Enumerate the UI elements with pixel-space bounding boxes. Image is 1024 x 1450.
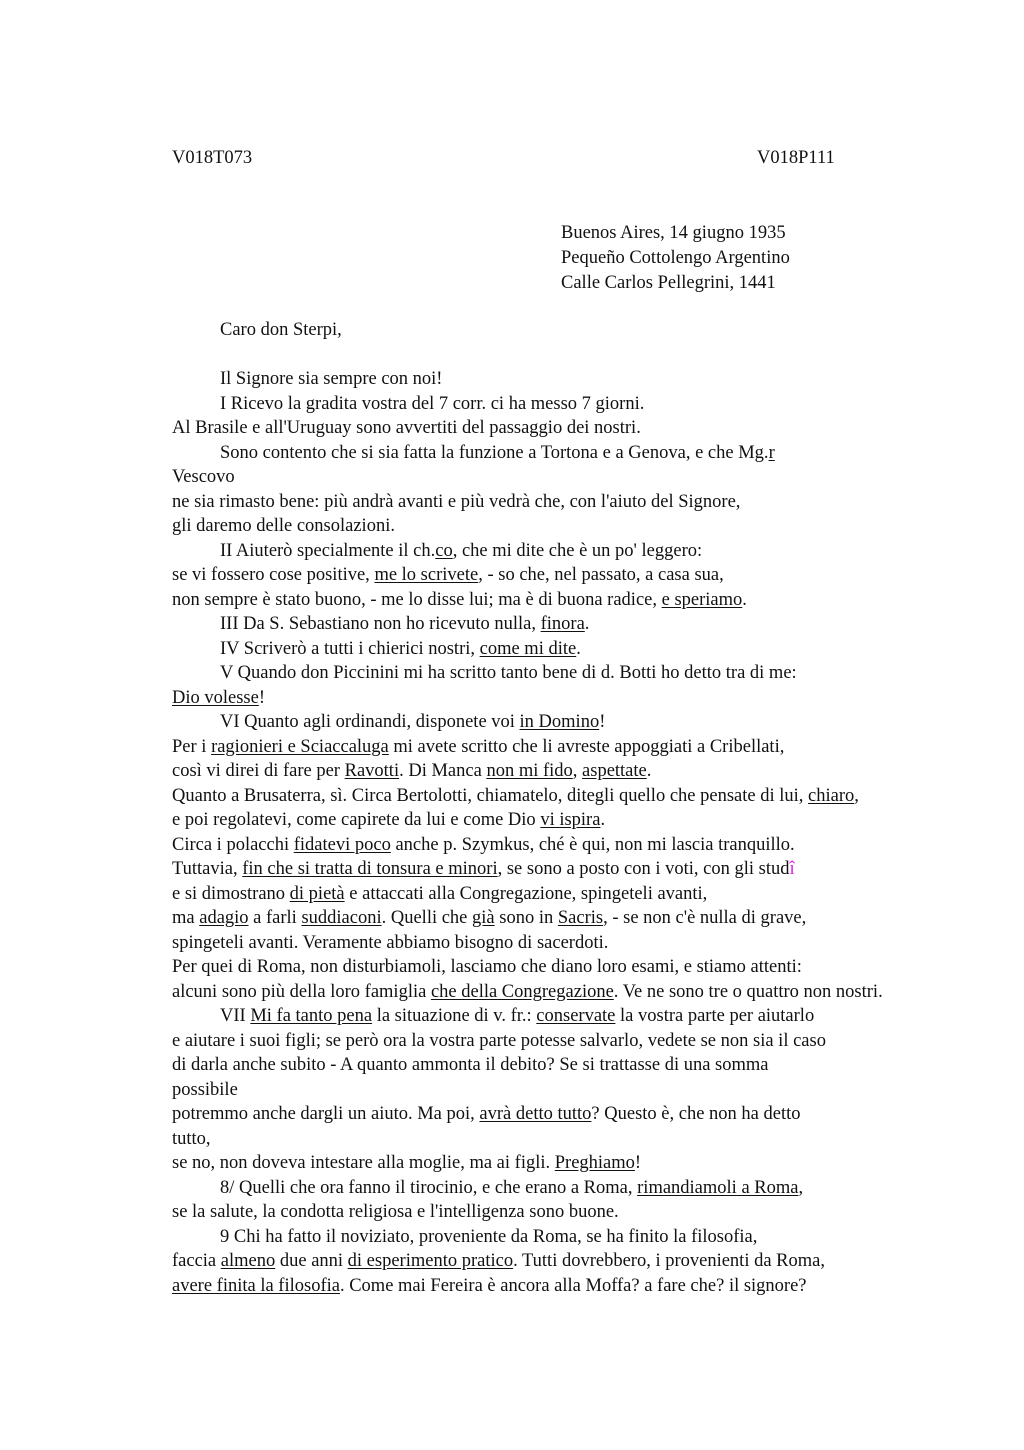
letter-line <box>172 1102 992 1127</box>
underlined-text: Mi fa tanto pena <box>250 1006 373 1026</box>
text-segment: anche p. Szymkus, ché è qui, non mi lascia tranquillo. <box>390 834 795 855</box>
underlined-text: suddiaconi <box>301 908 382 928</box>
text-segment: ! <box>258 687 266 708</box>
text-segment: faccia <box>172 1251 221 1271</box>
text-segment: V Quando don Piccinini mi ha scritto tanto bene di d. Botti ho detto tra di me: <box>220 663 797 683</box>
letter-line <box>172 833 992 858</box>
text-segment: Tuttavia, <box>172 859 243 879</box>
letter-line <box>172 980 992 1005</box>
text-segment: se vi fossero cose positive, <box>172 565 375 585</box>
underlined-text: avrà detto tutto <box>479 1104 592 1124</box>
text-segment: . Come mai Fereira è ancora alla Moffa? a fare che? il signore? <box>339 1275 807 1296</box>
text-segment: e attaccati alla Congregazione, spingeteli avanti, <box>344 883 708 904</box>
letter-line <box>172 735 992 760</box>
text-segment: la vostra parte per aiutarlo <box>615 1006 815 1026</box>
document-code-left: V018T073 <box>172 148 253 168</box>
letter-line <box>172 1078 992 1103</box>
letter-line <box>172 1249 992 1274</box>
text-segment: alcuni sono più della loro famiglia <box>172 981 431 1002</box>
underlined-text: chiaro <box>808 785 855 806</box>
underlined-text: Preghiamo <box>554 1153 635 1173</box>
text-segment: possibile <box>172 1079 238 1100</box>
text-segment: III Da S. Sebastiano non ho ricevuto nulla, <box>220 614 541 634</box>
text-segment: ? Questo è, che non ha detto <box>591 1104 801 1124</box>
underlined-text: in Domino <box>519 712 600 732</box>
letter-line <box>172 1029 992 1054</box>
underlined-text: fidatevi poco <box>293 834 391 855</box>
letter-line <box>172 1127 992 1152</box>
letter-line <box>172 1151 992 1176</box>
text-segment: . Ve ne sono tre o quattro non nostri. <box>613 981 883 1002</box>
letter-line <box>172 465 992 490</box>
letter-line <box>172 1200 992 1225</box>
text-segment: ne sia rimasto bene: più andrà avanti e più vedrà che, con l'aiuto del Signore, <box>172 491 741 512</box>
letter-line <box>172 931 992 956</box>
text-segment: se no, non doveva intestare alla moglie, ma ai figli. <box>172 1153 555 1173</box>
text-segment: 8/ Quelli che ora fanno il tirocinio, e che erano a Roma, <box>220 1177 638 1198</box>
letter-line <box>172 906 992 931</box>
text-segment: . Di Manca <box>399 761 487 781</box>
text-segment: due anni <box>275 1251 348 1271</box>
blank-line <box>172 343 992 368</box>
underlined-text: non mi fido <box>486 761 573 781</box>
letter-line <box>172 490 992 515</box>
text-segment: tutto, <box>172 1128 211 1149</box>
text-segment: e poi regolatevi, come capirete da lui e come Dio <box>172 810 541 830</box>
letter-line <box>172 514 992 539</box>
underlined-text: avere finita la filosofia <box>172 1275 340 1296</box>
text-segment: mi avete scritto che li avreste appoggiati a Cribellati, <box>388 736 785 757</box>
text-segment: se la salute, la condotta religiosa e l'intelligenza sono buone. <box>172 1202 619 1222</box>
text-segment: VI Quanto agli ordinandi, disponete voi <box>220 712 520 732</box>
text-segment: , <box>572 761 583 781</box>
text-segment: . <box>742 589 747 610</box>
text-segment: Quanto a Brusaterra, sì. Circa Bertolotti, chiamatelo, ditegli quello che pensate di lui, <box>172 785 809 806</box>
text-segment: ! <box>634 1153 642 1173</box>
letter-line <box>172 1274 992 1299</box>
text-segment: II Aiuterò specialmente il ch. <box>220 540 436 561</box>
underlined-text: Sacris <box>557 908 604 928</box>
letter-line <box>172 318 992 343</box>
letter-line <box>172 612 992 637</box>
text-segment: di darla anche subito - A quanto ammonta il debito? Se si trattasse di una somma <box>172 1055 769 1075</box>
letter-line <box>172 710 992 735</box>
letter-line <box>172 808 992 833</box>
underlined-text: me lo scrivete <box>374 565 479 585</box>
institution-name: Pequeño Cottolengo Argentino <box>561 248 790 268</box>
letter-line <box>172 441 992 466</box>
letter-line <box>172 784 992 809</box>
underlined-text: rimandiamoli a Roma <box>637 1177 799 1198</box>
sender-address <box>561 221 790 296</box>
underlined-text: finora <box>540 614 585 634</box>
text-segment: Sono contento che si sia fatta la funzione a Tortona e a Genova, e che Mg. <box>220 442 769 463</box>
text-segment: potremmo anche dargli un aiuto. Ma poi, <box>172 1104 480 1124</box>
text-segment: î <box>789 859 795 879</box>
text-segment: così vi direi di fare per <box>172 761 345 781</box>
underlined-text: adagio <box>199 908 249 928</box>
letter-line <box>172 637 992 662</box>
letter-line <box>172 686 992 711</box>
text-segment: gli daremo delle consolazioni. <box>172 516 395 536</box>
text-segment: , - se non c'è nulla di grave, <box>603 908 807 928</box>
text-segment: a farli <box>248 908 302 928</box>
text-segment: 9 Chi ha fatto il noviziato, proveniente da Roma, se ha finito la filosofia, <box>220 1226 758 1247</box>
underlined-text: come mi dite <box>479 638 577 659</box>
underlined-text: fin che si tratta di tonsura e minori <box>242 859 498 879</box>
place-date: Buenos Aires, 14 giugno 1935 <box>561 223 786 243</box>
letter-line <box>172 955 992 980</box>
text-segment: . Tutti dovrebbero, i provenienti da Roma, <box>513 1251 825 1271</box>
letter-line <box>172 1225 992 1250</box>
text-segment: IV Scriverò a tutti i chierici nostri, <box>220 638 480 659</box>
text-segment: , <box>854 785 859 806</box>
letter-line <box>172 661 992 686</box>
text-segment: la situazione di v. fr.: <box>372 1006 537 1026</box>
text-segment: Il Signore sia sempre con noi! <box>220 369 443 389</box>
text-segment: , che mi dite che è un po' leggero: <box>452 540 703 561</box>
text-segment: , se sono a posto con i voti, con gli stud <box>497 859 790 879</box>
text-segment: Per quei di Roma, non disturbiamoli, lasciamo che diano loro esami, e stiamo attenti: <box>172 957 802 977</box>
letter-line <box>172 367 992 392</box>
letter-line <box>172 588 992 613</box>
letter-line <box>172 1053 992 1078</box>
text-segment: , <box>798 1177 804 1198</box>
letter-line <box>172 759 992 784</box>
underlined-text: Ravotti <box>344 761 400 781</box>
text-segment: Vescovo <box>172 467 235 487</box>
underlined-text: e speriamo <box>661 589 743 610</box>
underlined-text: che della Congregazione <box>430 981 614 1002</box>
text-segment: . <box>576 638 581 659</box>
underlined-text: conservate <box>536 1006 616 1026</box>
underlined-text: almeno <box>220 1251 276 1271</box>
street-address: Calle Carlos Pellegrini, 1441 <box>561 273 776 293</box>
underlined-text: aspettate <box>582 761 647 781</box>
letter-line <box>172 1176 992 1201</box>
letter-line <box>172 882 992 907</box>
text-segment: Circa i polacchi <box>172 834 294 855</box>
letter-body <box>172 318 992 1298</box>
text-segment: e si dimostrano <box>172 883 290 904</box>
letter-line <box>172 392 992 417</box>
text-segment: ! <box>599 712 606 732</box>
underlined-text: co <box>435 540 453 561</box>
letter-line <box>172 539 992 564</box>
text-segment: . <box>584 614 590 634</box>
underlined-text: di esperimento pratico <box>347 1251 514 1271</box>
text-segment: Per i <box>172 736 212 757</box>
text-segment: ma <box>172 908 200 928</box>
underlined-text: ragionieri e Sciaccaluga <box>211 736 389 757</box>
text-segment: spingeteli avanti. Veramente abbiamo bisogno di sacerdoti. <box>172 932 609 953</box>
underlined-text: di pietà <box>289 883 345 904</box>
letter-line <box>172 1004 992 1029</box>
text-segment: sono in <box>494 908 558 928</box>
letter-line <box>172 857 992 882</box>
letter-line <box>172 563 992 588</box>
text-segment: , - so che, nel passato, a casa sua, <box>478 565 724 585</box>
document-code-right: V018P111 <box>757 148 835 168</box>
text-segment: Al Brasile e all'Uruguay sono avvertiti del passaggio dei nostri. <box>172 418 641 438</box>
text-segment: . <box>646 761 652 781</box>
underlined-text: vi ispira <box>540 810 601 830</box>
text-segment: . <box>600 810 606 830</box>
text-segment: e aiutare i suoi figli; se però ora la vostra parte potesse salvarlo, vedete se non sia il caso <box>172 1030 826 1051</box>
underlined-text: r <box>768 442 775 463</box>
text-segment: VII <box>220 1006 251 1026</box>
underlined-text: già <box>472 908 495 928</box>
text-segment: non sempre è stato buono, - me lo disse lui; ma è di buona radice, <box>172 589 662 610</box>
letter-line <box>172 416 992 441</box>
text-segment: Caro don Sterpi, <box>220 320 342 340</box>
text-segment: . Quelli che <box>381 908 473 928</box>
text-segment: I Ricevo la gradita vostra del 7 corr. ci ha messo 7 giorni. <box>220 393 645 414</box>
underlined-text: Dio volesse <box>172 687 259 708</box>
